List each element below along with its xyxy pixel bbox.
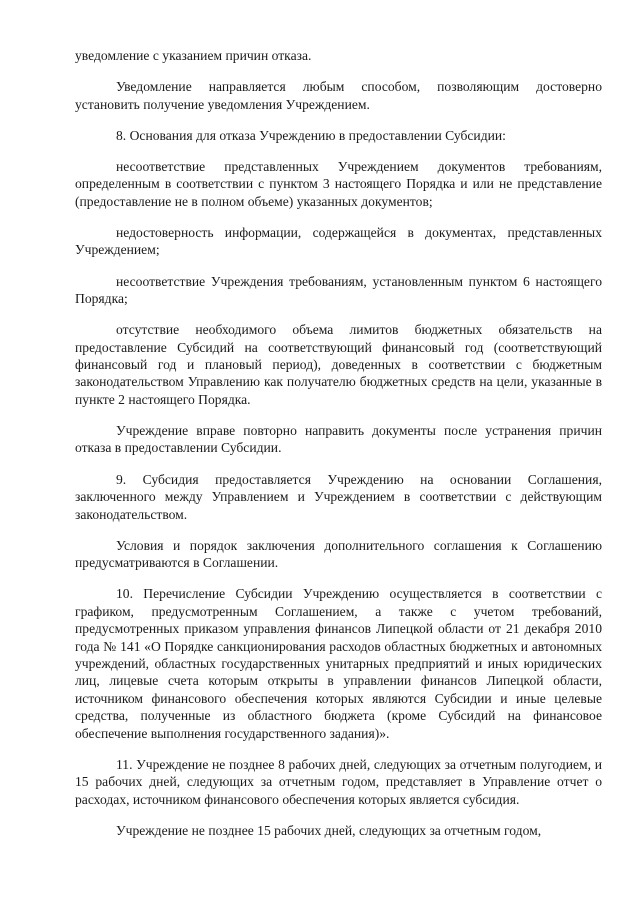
paragraph-refusal-ground-3: несоответствие Учреждения требованиям, установленным пунктом 6 настоящего Порядка; [75, 273, 602, 307]
paragraph-refusal-ground-1: несоответствие представленных Учреждением документов требованиям, определенным в соответствии с пунктом 3 настоящего Порядка и или не представление (предоставление не в полном объеме) указанных документов; [75, 159, 602, 209]
paragraph-additional-agreement: Условия и порядок заключения дополнительного соглашения к Соглашению предусматриваются в Соглашении. [75, 537, 602, 571]
paragraph-refusal-ground-2: недостоверность информации, содержащейся в документах, представленных Учреждением; [75, 225, 602, 258]
paragraph-final-partial: Учреждение не позднее 15 рабочих дней, следующих за отчетным годом, [116, 822, 542, 838]
paragraph-continuation: уведомление с указанием причин отказа. [75, 48, 312, 63]
paragraph-clause-10: 10. Перечисление Субсидии Учреждению осуществляется в соответствии с графиком, предусмотренным Соглашением, а также с учетом требований, предусмотренных приказом управления финансов Липецкой области от 21 декабря 2010 года № 141 «О Порядке санкционирования расходов областных бюджетных и автономных учреждений, областных государственных унитарных предприятий и иных юридических лиц, лицевые счета которым открыты в управлении финансов Липецкой области, источником финансового обеспечения которых являются Субсидии и иные целевые средства, полученные из областного бюджета (кроме Субсидий на финансовое обеспечение выполнения государственного задания)». [75, 586, 602, 741]
paragraph-clause-8: 8. Основания для отказа Учреждению в предоставлении Субсидии: [116, 127, 506, 143]
paragraph-clause-11: 11. Учреждение не позднее 8 рабочих дней, следующих за отчетным полугодием, и 15 рабочих дней, следующих за отчетным годом, представляет в Управление отчет о расходах, источником финансового обеспечения которых является субсидия. [75, 756, 602, 807]
paragraph-refusal-ground-4: отсутствие необходимого объема лимитов бюджетных обязательств на предоставление Субсидий на соответствующий финансовый год (соответствующий финансовый год и плановый период), доведенных в соответствии с бюджетным законодательством Управлению как получателю бюджетных средств на цели, указанные в пункте 2 настоящего Порядка. [75, 322, 602, 407]
document-page [75, 47, 602, 853]
paragraph-clause-9: 9. Субсидия предоставляется Учреждению на основании Соглашения, заключенного между Управлением и Учреждением в соответствии с действующим законодательством. [75, 471, 602, 522]
paragraph-resubmission: Учреждение вправе повторно направить документы после устранения причин отказа в предоставлении Субсидии. [75, 423, 602, 456]
paragraph-notification-method: Уведомление направляется любым способом, позволяющим достоверно установить получение уведомления Учреждением. [75, 79, 602, 112]
